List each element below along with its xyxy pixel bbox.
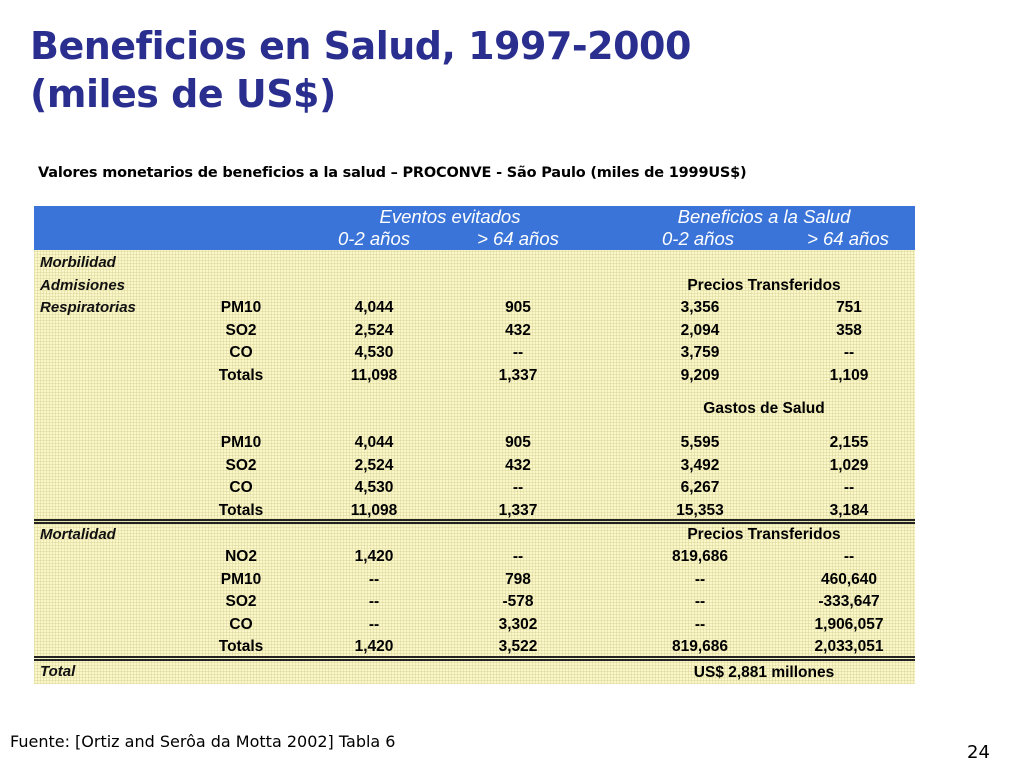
- table-cell-b1: 3,356: [680, 299, 720, 316]
- table-cell-b2: --: [843, 479, 855, 496]
- header-eventos-evitados: Eventos evitados: [379, 206, 521, 227]
- table-cell-e1: 11,098: [350, 502, 398, 519]
- table-cell-b1: 819,686: [671, 638, 729, 655]
- slide-title-line1: Beneficios en Salud, 1997-2000: [30, 24, 691, 68]
- table-cell-b1: 6,267: [680, 479, 720, 496]
- label-mortalidad: Mortalidad: [40, 526, 116, 543]
- slide-title: [30, 22, 691, 118]
- table-cell-e2: 905: [505, 434, 531, 451]
- label-morbilidad: Morbilidad: [40, 254, 116, 271]
- table-cell-e2: --: [512, 479, 524, 496]
- table-cell-e1: 2,524: [354, 457, 394, 474]
- table-cell-e2: 432: [505, 322, 531, 339]
- table-cell-b1: 3,492: [680, 457, 720, 474]
- table-cell-b2: 2,033,051: [814, 638, 884, 655]
- table-cell-b1: 2,094: [680, 322, 720, 339]
- section-precios-transferidos-mortalidad: Precios Transferidos: [687, 526, 841, 543]
- label-respiratorias: Respiratorias: [40, 299, 136, 316]
- table-cell-b2: --: [843, 548, 855, 565]
- total-value: US$ 2,881 millones: [693, 664, 835, 681]
- table-cell-e2: --: [512, 548, 524, 565]
- label-total: Total: [40, 663, 76, 680]
- table-cell-b1: 819,686: [671, 548, 729, 565]
- table-cell-e2: 3,522: [498, 638, 538, 655]
- header-eventos-64: > 64 años: [477, 228, 559, 249]
- table-cell-e2: -578: [502, 593, 534, 610]
- table-caption: Valores monetarios de beneficios a la salud – PROCONVE - São Paulo (miles de 1999US$): [38, 165, 747, 181]
- table-cell-e1: 4,530: [354, 479, 394, 496]
- separator-mortalidad: [34, 519, 915, 524]
- header-eventos-0-2: 0-2 años: [338, 228, 410, 249]
- table-cell-e2: 1,337: [498, 502, 538, 519]
- table-cell-b2: -333,647: [818, 593, 880, 610]
- table-cell-pollutant: NO2: [225, 548, 257, 565]
- label-admisiones: Admisiones: [40, 277, 126, 294]
- table-cell-e1: 1,420: [354, 638, 394, 655]
- table-cell-b2: 751: [836, 299, 862, 316]
- section-precios-transferidos: Precios Transferidos: [687, 277, 841, 294]
- table-header: [34, 206, 915, 250]
- table-cell-pollutant: PM10: [220, 299, 262, 316]
- table-cell-b1: 9,209: [680, 367, 720, 384]
- page-number: 24: [967, 742, 990, 763]
- table-cell-pollutant: SO2: [225, 593, 257, 610]
- benefits-table: [34, 206, 915, 684]
- table-cell-pollutant: CO: [229, 616, 253, 633]
- table-cell-pollutant: SO2: [225, 322, 257, 339]
- table-cell-e1: --: [368, 571, 380, 588]
- table-cell-pollutant: Totals: [218, 367, 264, 384]
- table-cell-b1: 3,759: [680, 344, 720, 361]
- table-cell-pollutant: SO2: [225, 457, 257, 474]
- table-cell-pollutant: Totals: [218, 502, 264, 519]
- source-footer: Fuente: [Ortiz and Serôa da Motta 2002] Tabla 6: [10, 732, 396, 751]
- table-cell-b1: 15,353: [676, 502, 724, 519]
- table-cell-b1: 5,595: [680, 434, 720, 451]
- table-cell-e1: --: [368, 616, 380, 633]
- table-cell-e2: 1,337: [498, 367, 538, 384]
- table-cell-pollutant: Totals: [218, 638, 264, 655]
- header-beneficios-0-2: 0-2 años: [662, 228, 734, 249]
- table-cell-b2: 460,640: [820, 571, 878, 588]
- table-cell-b2: --: [843, 344, 855, 361]
- table-cell-pollutant: PM10: [220, 571, 262, 588]
- table-cell-b1: --: [694, 616, 706, 633]
- slide-title-line2: (miles de US$): [30, 72, 336, 116]
- table-cell-e1: 1,420: [354, 548, 394, 565]
- table-cell-b2: 1,906,057: [814, 616, 884, 633]
- table-cell-pollutant: CO: [229, 479, 253, 496]
- table-cell-pollutant: PM10: [220, 434, 262, 451]
- table-cell-e1: 11,098: [350, 367, 398, 384]
- table-cell-e2: 3,302: [498, 616, 538, 633]
- table-cell-e2: 798: [505, 571, 531, 588]
- table-cell-b2: 1,029: [829, 457, 869, 474]
- table-cell-e1: 4,044: [354, 434, 394, 451]
- table-cell-b2: 1,109: [829, 367, 869, 384]
- table-cell-e1: 2,524: [354, 322, 394, 339]
- table-cell-e1: 4,044: [354, 299, 394, 316]
- table-cell-pollutant: CO: [229, 344, 253, 361]
- table-cell-e2: 432: [505, 457, 531, 474]
- table-cell-b2: 358: [836, 322, 862, 339]
- section-gastos-de-salud: Gastos de Salud: [703, 400, 825, 417]
- separator-total: [34, 656, 915, 661]
- table-cell-b2: 3,184: [829, 502, 869, 519]
- table-cell-b1: --: [694, 593, 706, 610]
- header-beneficios-salud: Beneficios a la Salud: [677, 206, 851, 227]
- table-cell-e1: 4,530: [354, 344, 394, 361]
- table-cell-b2: 2,155: [829, 434, 869, 451]
- table-cell-e2: --: [512, 344, 524, 361]
- table-cell-b1: --: [694, 571, 706, 588]
- header-beneficios-64: > 64 años: [807, 228, 889, 249]
- table-cell-e1: --: [368, 593, 380, 610]
- table-cell-e2: 905: [505, 299, 531, 316]
